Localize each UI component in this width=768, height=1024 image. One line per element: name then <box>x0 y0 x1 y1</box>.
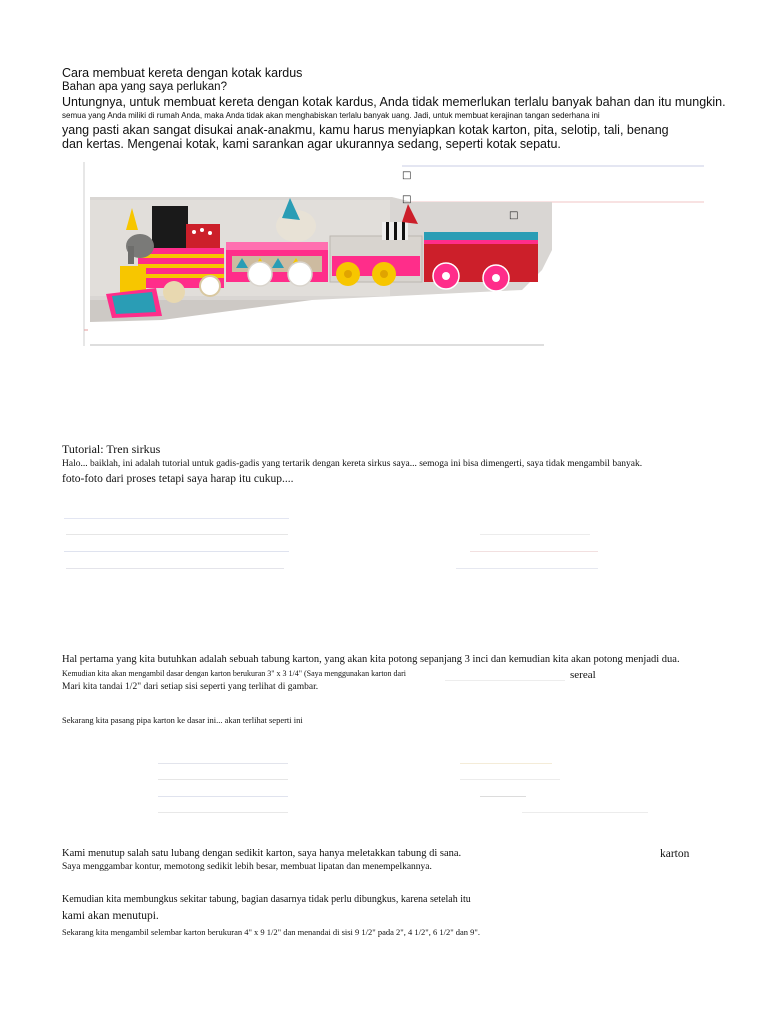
step-7-text: Kemudian kita membungkus sekitar tabung, bagian dasarnya tidak perlu dibungkus, karena setelah itu <box>62 894 471 905</box>
faint-image-line <box>522 812 648 813</box>
article-subtitle: Bahan apa yang saya perlukan? <box>62 81 227 93</box>
article-title: Cara membuat kereta dengan kotak kardus <box>62 66 303 80</box>
circus-train-photo <box>82 160 704 352</box>
paragraph-3: yang pasti akan sangat disukai anak-anakmu, kamu harus menyiapkan kotak karton, pita, selotip, tali, benang <box>62 123 669 137</box>
faint-image-line <box>64 518 289 519</box>
faint-image-line <box>158 812 288 813</box>
faint-image-line <box>158 796 288 797</box>
faint-image-line <box>64 551 289 552</box>
faint-image-line <box>480 534 590 535</box>
placeholder-glyph: □ <box>402 170 412 181</box>
placeholder-glyph: □ <box>509 210 519 221</box>
paragraph-4: dan kertas. Mengenai kotak, kami sarankan agar ukurannya sedang, seperti kotak sepatu. <box>62 137 561 151</box>
step-9-text: Sekarang kita mengambil selembar karton berukuran 4" x 9 1/2" dan menandai di sisi 9 1/2" pada 2", 4 1/2", 6 1/2" dan 9". <box>62 927 481 937</box>
step-2-text: Kemudian kita akan mengambil dasar dengan karton berukuran 3" x 3 1/4" (Saya menggunakan karton dari <box>62 669 406 678</box>
step-5-text: Kami menutup salah satu lubang dengan sedikit karton, saya hanya meletakkan tabung di sana. <box>62 848 462 859</box>
faint-image-line <box>456 568 598 569</box>
tutorial-intro-line-1: Halo... baiklah, ini adalah tutorial untuk gadis-gadis yang tertarik dengan kereta sirkus saya... semoga ini bisa dimengerti, saya tidak mengambil banyak. <box>62 459 643 469</box>
faint-image-line <box>480 796 526 797</box>
step-2-text-end: sereal <box>570 669 596 681</box>
step-4-text: Sekarang kita pasang pipa karton ke dasar ini... akan terlihat seperti ini <box>62 715 303 725</box>
faint-image-line <box>460 763 552 764</box>
placeholder-glyph: □ <box>402 194 412 205</box>
tutorial-title: Tutorial: Tren sirkus <box>62 442 161 456</box>
faint-image-line <box>158 763 288 764</box>
step-1-text: Hal pertama yang kita butuhkan adalah sebuah tabung karton, yang akan kita potong sepanjang 3 inci dan kemudian kita akan potong menjadi dua. <box>62 654 680 665</box>
tutorial-intro-line-2: foto-foto dari proses tetapi saya harap itu cukup.... <box>62 473 294 485</box>
step-3-text: Mari kita tandai 1/2" dari setiap sisi seperti yang terlihat di gambar. <box>62 682 319 692</box>
step-6-text: Saya menggambar kontur, memotong sedikit lebih besar, membuat lipatan dan menempelkannya. <box>62 862 432 872</box>
faint-image-line <box>66 568 284 569</box>
paragraph-2: semua yang Anda miliki di rumah Anda, maka Anda tidak akan menghabiskan terlalu banyak uang. Jadi, untuk membuat kerajinan tangan sederhana ini <box>62 111 600 120</box>
step-5-text-end: karton <box>660 848 690 860</box>
faint-image-line <box>158 779 288 780</box>
paragraph-1: Untungnya, untuk membuat kereta dengan kotak kardus, Anda tidak memerlukan terlalu banyak bahan dan itu mungkin. <box>62 95 726 109</box>
step-8-text: kami akan menutupi. <box>62 910 159 922</box>
faint-image-line <box>470 551 598 552</box>
faint-image-line <box>460 779 560 780</box>
faint-image-line <box>66 534 288 535</box>
circus-train-illustration <box>82 160 704 352</box>
faint-image-line <box>445 680 565 681</box>
